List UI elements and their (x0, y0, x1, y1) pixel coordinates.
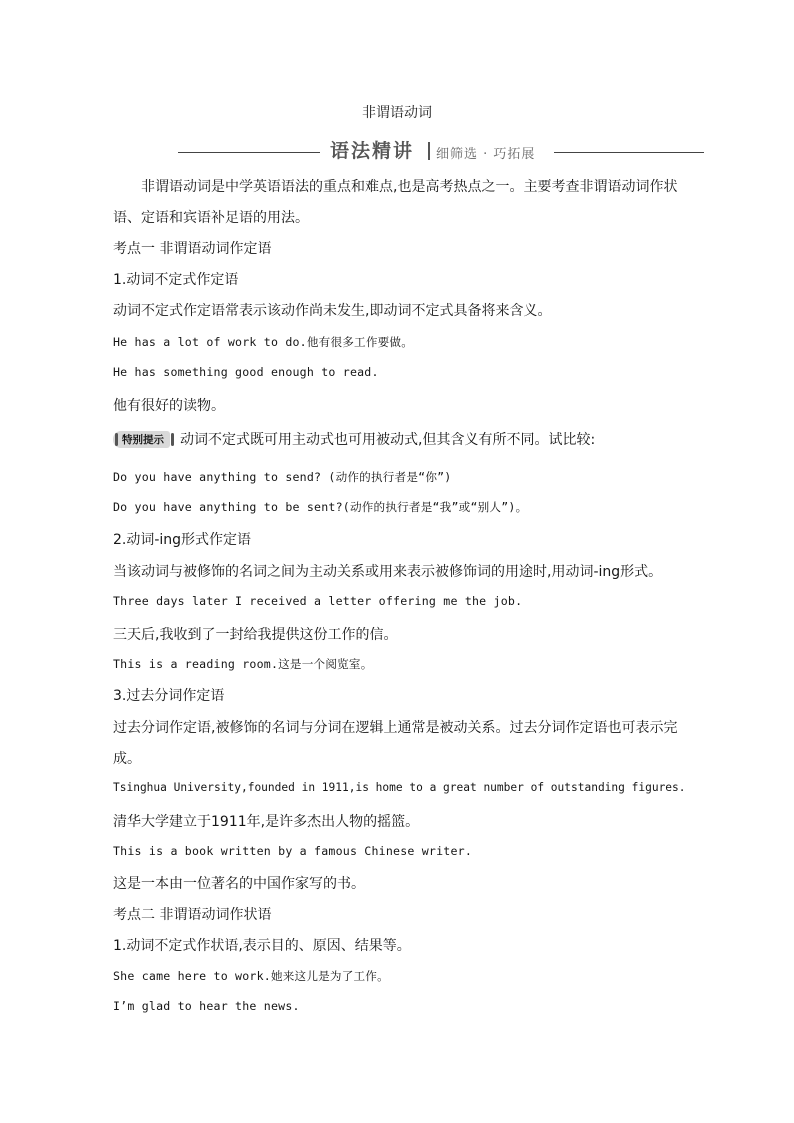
section-2-description: 当该动词与被修饰的名词之间为主动关系或用来表示被修饰词的用途时,用动词-ing形式。 (113, 564, 663, 580)
banner-rule-left (178, 152, 320, 153)
section-1-example-2-translation: 他有很好的读物。 (113, 398, 225, 414)
section-2-heading: 2.动词-ing形式作定语 (113, 532, 252, 548)
section-3-description-line-1: 过去分词作定语,被修饰的名词与分词在逻辑上通常是被动关系。过去分词作定语也可表示完 (113, 720, 678, 736)
section-2-example-1-translation: 三天后,我收到了一封给我提供这份工作的信。 (113, 627, 398, 643)
special-tip-badge: 特别提示 (113, 431, 170, 448)
section-3-example-1: Tsinghua University,founded in 1911,is home to a great number of outstanding figures. (113, 781, 686, 794)
section-1-heading: 1.动词不定式作定语 (113, 272, 239, 288)
tip-example-2: Do you have anything to be sent?(动作的执行者是“我”或“别人”)。 (113, 500, 528, 514)
section-1-example-1: He has a lot of work to do.他有很多工作要做。 (113, 335, 414, 349)
banner-rule-right (554, 152, 704, 153)
banner-title: 语法精讲 (330, 140, 415, 162)
section-1-description: 动词不定式作定语常表示该动作尚未发生,即动词不定式具备将来含义。 (113, 303, 552, 319)
banner-divider (428, 142, 430, 160)
point-one-heading: 考点一 非谓语动词作定语 (113, 241, 272, 257)
intro-paragraph-line-2: 语、定语和宾语补足语的用法。 (113, 210, 309, 226)
point-two-heading: 考点二 非谓语动词作状语 (113, 907, 272, 923)
point-2-example-1: She came here to work.她来这儿是为了工作。 (113, 969, 389, 983)
section-banner (178, 136, 704, 164)
intro-paragraph-line-1: 非谓语动词是中学英语语法的重点和难点,也是高考热点之一。主要考查非谓语动词作状 (141, 179, 678, 195)
special-tip (113, 430, 595, 448)
section-3-example-2-translation: 这是一本由一位著名的中国作家写的书。 (113, 876, 365, 892)
section-3-description-line-2: 成。 (113, 751, 141, 767)
special-tip-text: 动词不定式既可用主动式也可用被动式,但其含义有所不同。试比较: (180, 432, 596, 448)
point-2-example-2: I’m glad to hear the news. (113, 999, 300, 1013)
page-title: 非谓语动词 (362, 105, 432, 121)
section-2-example-1: Three days later I received a letter offering me the job. (113, 594, 523, 608)
section-3-example-2: This is a book written by a famous Chinese writer. (113, 844, 473, 858)
tip-example-1: Do you have anything to send? (动作的执行者是“你”) (113, 470, 452, 484)
section-1-example-2: He has something good enough to read. (113, 365, 379, 379)
section-2-example-2: This is a reading room.这是一个阅览室。 (113, 657, 373, 671)
point-2-section-1-heading: 1.动词不定式作状语,表示目的、原因、结果等。 (113, 938, 411, 954)
section-3-example-1-translation: 清华大学建立于1911年,是许多杰出人物的摇篮。 (113, 814, 420, 830)
banner-subtitle: 细筛选 · 巧拓展 (436, 147, 536, 162)
section-3-heading: 3.过去分词作定语 (113, 688, 225, 704)
